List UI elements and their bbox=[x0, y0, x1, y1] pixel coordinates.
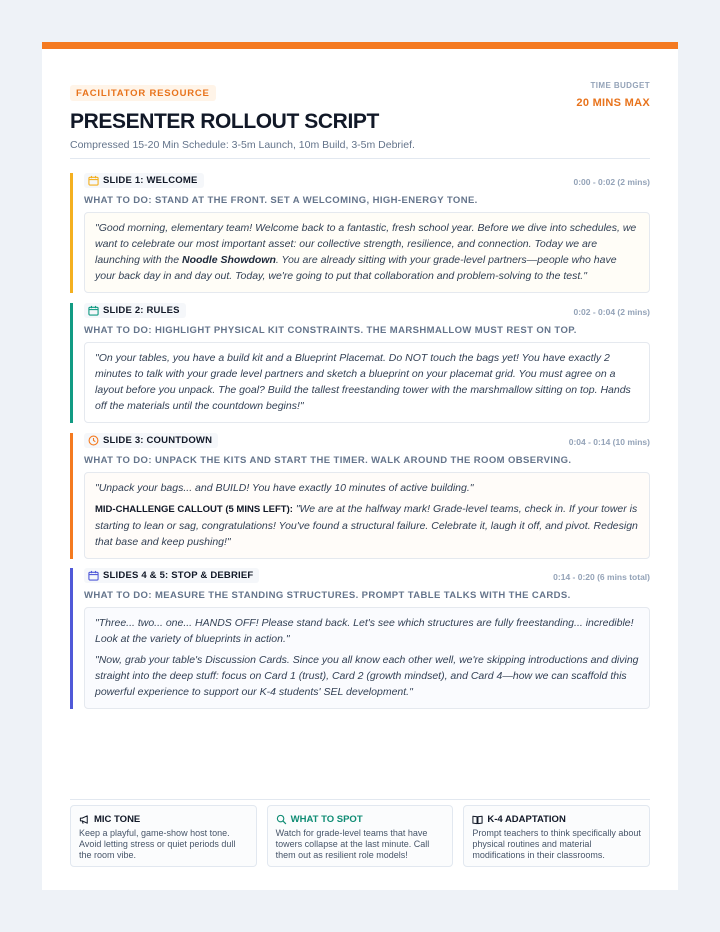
section-slides-4-5 bbox=[70, 568, 650, 709]
time-budget-value: 20 MINS MAX bbox=[576, 97, 650, 109]
slide-1-script-post: . You are already sitting with your grade-level partners—people who have your back day in and day out. Today, we're going to put that collaboration and problem-solving to the test." bbox=[95, 254, 617, 282]
slide-1-label: SLIDE 1: WELCOME bbox=[103, 175, 198, 186]
script-page bbox=[42, 42, 678, 890]
mid-challenge-callout-label: MID-CHALLENGE CALLOUT (5 MINS LEFT): bbox=[95, 504, 293, 515]
slide-3-timing: 0:04 - 0:14 (10 mins) bbox=[568, 437, 650, 447]
footer-divider bbox=[70, 799, 650, 800]
clock-icon bbox=[88, 435, 99, 446]
slide-4-label: SLIDES 4 & 5: STOP & DEBRIEF bbox=[103, 570, 254, 581]
slide-3-script bbox=[84, 472, 650, 559]
slide-3-tag bbox=[84, 433, 218, 448]
tip-text: Watch for grade-level teams that have towers collapse at the last minute. Call them out as resilient role models! bbox=[275, 828, 430, 860]
slide-1-tag bbox=[84, 173, 204, 188]
slide-2-todo: WHAT TO DO: HIGHLIGHT PHYSICAL KIT CONSTRAINTS. THE MARSHMALLOW MUST REST ON TOP. bbox=[84, 325, 577, 336]
time-budget-label: TIME BUDGET bbox=[590, 81, 650, 90]
megaphone-icon bbox=[79, 814, 90, 825]
header-divider bbox=[70, 158, 650, 159]
slide-4-timing: 0:14 - 0:20 (6 mins total) bbox=[553, 572, 650, 582]
page-subtitle: Compressed 15-20 Min Schedule: 3-5m Launch, 10m Build, 3-5m Debrief. bbox=[70, 139, 415, 151]
search-icon bbox=[276, 814, 287, 825]
tip-text: Keep a playful, game-show host tone. Avoid letting stress or quiet periods dull the room vibe. bbox=[79, 828, 236, 860]
resource-badge: FACILITATOR RESOURCE bbox=[70, 85, 216, 101]
page-title: PRESENTER ROLLOUT SCRIPT bbox=[70, 110, 379, 133]
time-budget bbox=[576, 81, 650, 109]
book-icon bbox=[472, 814, 483, 825]
slide-1-script bbox=[84, 212, 650, 293]
section-slide-1 bbox=[70, 173, 650, 293]
page-header bbox=[70, 83, 650, 151]
tip-card-k4-adaptation bbox=[463, 805, 650, 867]
slide-4-script-text-2: "Now, grab your table's Discussion Cards. Since you all know each other well, we're skipping introductions and diving straight into the deep stuff: focus on Card 1 (trust), Card 2 (growth mindset), and Card 4—how we can scaffold this powerful experience to support our K-4 students' SEL development." bbox=[95, 654, 639, 698]
slide-1-script-bold: Noodle Showdown bbox=[181, 254, 276, 266]
slide-4-tag bbox=[84, 568, 259, 583]
slide-1-script-pre: "Good morning, elementary team! Welcome back to a fantastic, fresh school year. Before we dive into schedules, we want to celebrate our most important asset: our collective strength, resilience, and connection. Today we are launching with the bbox=[95, 222, 637, 266]
slide-2-script bbox=[84, 342, 650, 423]
slide-2-label: SLIDE 2: RULES bbox=[103, 305, 180, 316]
section-slide-2 bbox=[70, 303, 650, 423]
slide-3-script-text: "Unpack your bags... and BUILD! You have exactly 10 minutes of active building." bbox=[95, 482, 474, 494]
tip-card-what-to-spot bbox=[267, 805, 454, 867]
tip-card-mic-tone bbox=[70, 805, 257, 867]
slide-2-script-text: "On your tables, you have a build kit and a Blueprint Placemat. Do NOT touch the bags yet! You have exactly 2 minutes to talk with your grade level partners and sketch a blueprint on your placemat grid. You must agree on a layout before you unpack. The goal? Build the tallest freestanding tower with the marshmallow sitting on top. Hands off the materials until the countdown begins!" bbox=[95, 352, 631, 412]
calendar-icon bbox=[88, 175, 99, 186]
slide-3-label: SLIDE 3: COUNTDOWN bbox=[103, 435, 213, 446]
tip-title: K-4 ADAPTATION bbox=[487, 814, 566, 825]
calendar-icon bbox=[88, 305, 99, 316]
slide-2-tag bbox=[84, 303, 186, 318]
tip-text: Prompt teachers to think specifically about physical routines and material modifications in their classrooms. bbox=[472, 828, 641, 860]
calendar-icon bbox=[88, 570, 99, 581]
tips-row bbox=[70, 805, 650, 867]
mid-challenge-callout-text: "We are at the halfway mark! Grade-level teams, check in. If your tower is starting to lean or sag, congratulations! You've found a structural failure. Celebrate it, laugh it off, and pivot. Redesign that base and keep pushing!" bbox=[95, 503, 638, 548]
slide-3-todo: WHAT TO DO: UNPACK THE KITS AND START THE TIMER. WALK AROUND THE ROOM OBSERVING. bbox=[84, 455, 572, 466]
section-slide-3 bbox=[70, 433, 650, 559]
tip-title: MIC TONE bbox=[94, 814, 141, 825]
slide-4-script bbox=[84, 607, 650, 709]
tip-title: WHAT TO SPOT bbox=[290, 814, 363, 825]
slide-1-todo: WHAT TO DO: STAND AT THE FRONT. SET A WELCOMING, HIGH-ENERGY TONE. bbox=[84, 195, 478, 206]
slide-2-timing: 0:02 - 0:04 (2 mins) bbox=[573, 307, 650, 317]
slide-4-script-text-1: "Three... two... one... HANDS OFF! Please stand back. Let's see which structures are fully freestanding... incredible! Look at the variety of blueprints in action." bbox=[95, 617, 634, 645]
slide-4-todo: WHAT TO DO: MEASURE THE STANDING STRUCTURES. PROMPT TABLE TALKS WITH THE CARDS. bbox=[84, 590, 571, 601]
slide-1-timing: 0:00 - 0:02 (2 mins) bbox=[573, 177, 650, 187]
